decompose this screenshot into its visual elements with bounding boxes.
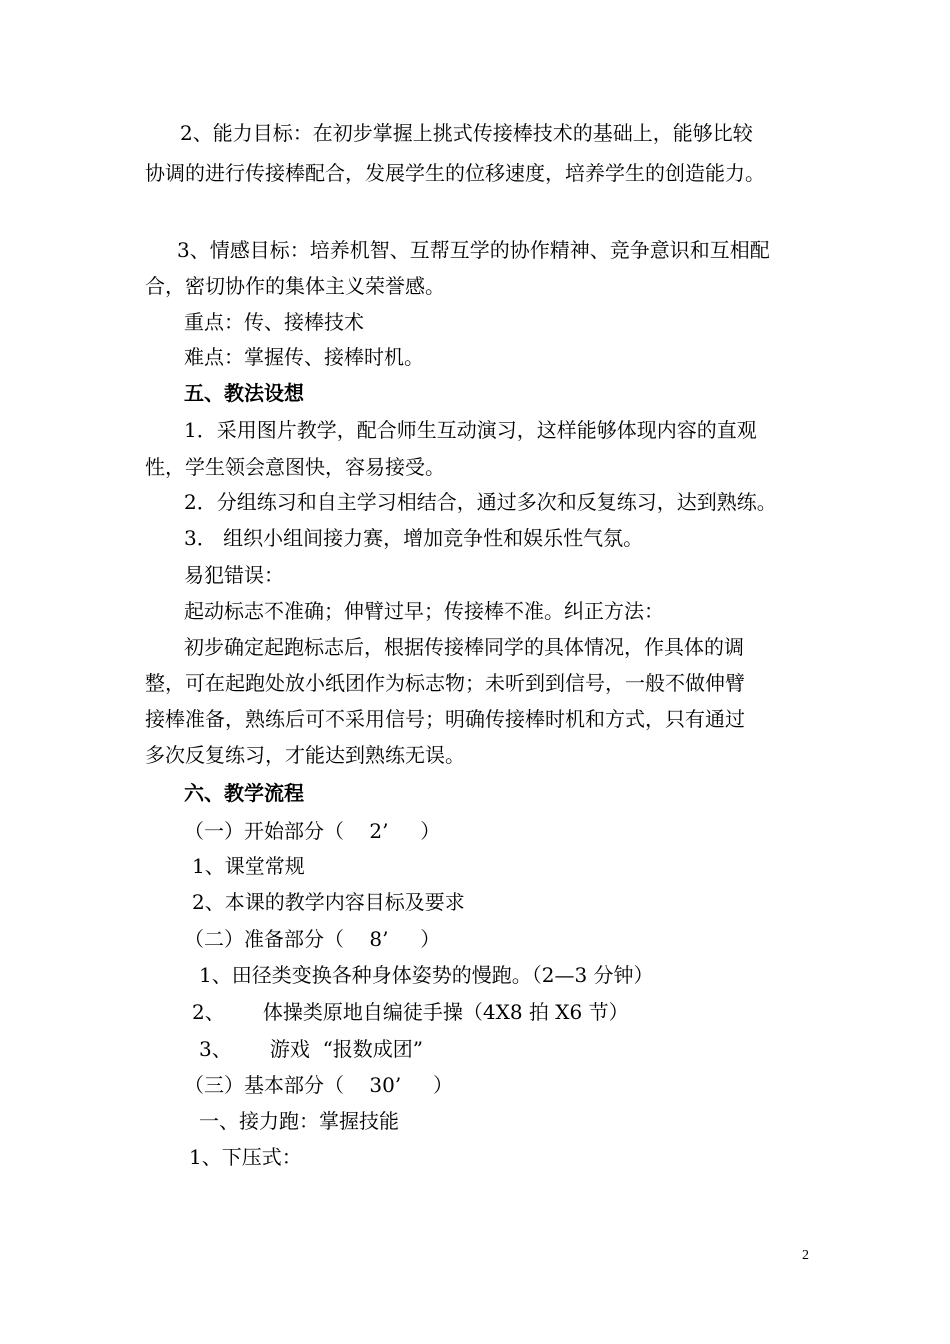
paragraph-line: 易犯错误： — [184, 563, 284, 587]
paragraph-line: 接棒准备，熟练后可不采用信号；明确传接棒时机和方式，只有通过 — [145, 707, 745, 731]
paragraph-line: 初步确定起跑标志后，根据传接棒同学的具体情况，作具体的调 — [184, 635, 744, 659]
paragraph-line: （二）准备部分（ 8’ ） — [184, 927, 441, 951]
paragraph-line: 2、 体操类原地自编徒手操（4X8 拍 X6 节） — [192, 1000, 629, 1024]
paragraph-line: （三）基本部分（ 30’ ） — [184, 1073, 454, 1097]
paragraph-line: 1、田径类变换各种身体姿势的慢跑。（2—3 分钟） — [199, 963, 654, 987]
paragraph-line: 3． 组织小组间接力赛，增加竞争性和娱乐性气氛。 — [184, 526, 644, 550]
paragraph-line: 1、下压式： — [189, 1145, 302, 1169]
paragraph-line: 2、本课的教学内容目标及要求 — [192, 890, 465, 914]
paragraph-line: 协调的进行传接棒配合，发展学生的位移速度，培养学生的创造能力。 — [145, 161, 765, 185]
paragraph-line: 2、能力目标：在初步掌握上挑式传接棒技术的基础上，能够比较 — [180, 121, 753, 145]
paragraph-line: 性，学生领会意图快，容易接受。 — [145, 455, 445, 479]
paragraph-line: 1．采用图片教学，配合师生互动演习，这样能够体现内容的直观 — [184, 418, 757, 442]
section-heading: 五、教法设想 — [184, 381, 304, 405]
paragraph-line: 2．分组练习和自主学习相结合，通过多次和反复练习，达到熟练。 — [184, 490, 777, 514]
paragraph-line: 3、 游戏 “报数成团” — [199, 1037, 424, 1061]
paragraph-line: 合，密切协作的集体主义荣誉感。 — [145, 274, 445, 298]
section-heading: 六、教学流程 — [184, 781, 304, 805]
paragraph-line: 难点：掌握传、接棒时机。 — [184, 345, 424, 369]
paragraph-line: 多次反复练习，才能达到熟练无误。 — [145, 743, 465, 767]
paragraph-line: （一）开始部分（ 2’ ） — [184, 819, 441, 843]
paragraph-line: 起动标志不准确；伸臂过早；传接棒不准。纠正方法： — [184, 599, 664, 623]
paragraph-line: 1、课堂常规 — [192, 854, 305, 878]
paragraph-line: 3、情感目标：培养机智、互帮互学的协作精神、竞争意识和互相配 — [177, 238, 770, 262]
page-number: 2 — [802, 1248, 809, 1263]
paragraph-line: 整，可在起跑处放小纸团作为标志物；未听到到信号，一般不做伸臂 — [145, 671, 745, 695]
paragraph-line: 一、接力跑：掌握技能 — [199, 1109, 399, 1133]
paragraph-line: 重点：传、接棒技术 — [184, 310, 364, 334]
